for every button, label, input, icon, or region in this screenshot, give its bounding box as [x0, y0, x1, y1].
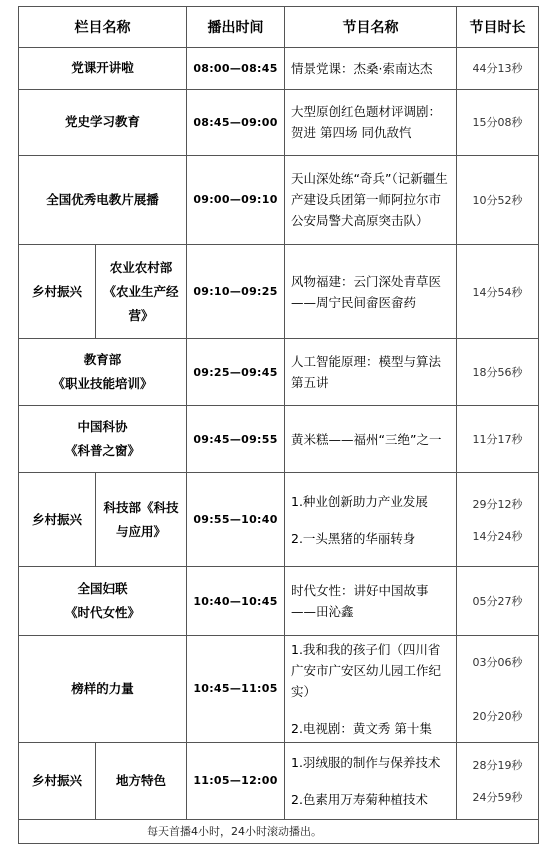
table-row: [19, 155, 539, 245]
column-name: [19, 339, 187, 406]
header-program-name: 节目名称: [285, 7, 457, 48]
program-name: [285, 636, 457, 743]
column-name: 全国优秀电教片展播: [19, 155, 187, 245]
schedule-table: [18, 6, 539, 844]
air-time: 10:45—11:05: [187, 636, 285, 743]
column-name-line2: 《时代女性》: [64, 605, 140, 621]
duration-item-2: 24分59秒: [472, 790, 523, 804]
duration: 15分08秒: [457, 89, 539, 155]
air-time: 08:45—09:00: [187, 89, 285, 155]
duration-item-2: 20分20秒: [472, 709, 523, 723]
footer-row: [19, 819, 539, 843]
table-row: [19, 742, 539, 819]
duration-item-1: 03分06秒: [472, 655, 523, 669]
duration: 18分56秒: [457, 339, 539, 406]
duration: [457, 473, 539, 567]
program-name: [285, 742, 457, 819]
header-duration: 节目时长: [457, 7, 539, 48]
column-name: [19, 406, 187, 473]
column-name-line1: 全国妇联: [77, 581, 128, 597]
duration: 10分52秒: [457, 155, 539, 245]
program-name: 天山深处练“奇兵”（记新疆生产建设兵团第一师阿拉尔市公安局警犬高原突击队）: [285, 155, 457, 245]
column-name: 榜样的力量: [19, 636, 187, 743]
duration-item-1: 29分12秒: [472, 497, 523, 511]
table-row: [19, 89, 539, 155]
table-row: [19, 48, 539, 90]
duration-item-1: 28分19秒: [472, 758, 523, 772]
duration: 44分13秒: [457, 48, 539, 90]
program-name: 情景党课：杰桑·索南达杰: [285, 48, 457, 90]
program-name: 时代女性：讲好中国故事——田沁鑫: [285, 567, 457, 636]
duration: [457, 636, 539, 743]
air-time: 09:25—09:45: [187, 339, 285, 406]
table-row: [19, 567, 539, 636]
column-name-line1: 中国科协: [77, 419, 128, 435]
duration: [457, 742, 539, 819]
air-time: 09:55—10:40: [187, 473, 285, 567]
sub-column-name: 农业农村部《农业生产经营》: [96, 245, 187, 339]
air-time: 11:05—12:00: [187, 742, 285, 819]
table-row: [19, 406, 539, 473]
program-item-2: 2.一头黑猪的华丽转身: [291, 530, 416, 546]
column-name: 党史学习教育: [19, 89, 187, 155]
program-name: 大型原创红色题材评调剧：贺进 第四场 同仇敌忾: [285, 89, 457, 155]
program-item-2: 2.电视剧：黄文秀 第十集: [291, 720, 432, 736]
table-row: [19, 339, 539, 406]
duration: 05分27秒: [457, 567, 539, 636]
header-row: [19, 7, 539, 48]
column-name: 党课开讲啦: [19, 48, 187, 90]
air-time: 09:10—09:25: [187, 245, 285, 339]
program-item-1: 1.我和我的孩子们（四川省广安市广安区幼儿园工作纪实）: [291, 641, 442, 699]
duration: 11分17秒: [457, 406, 539, 473]
air-time: 09:45—09:55: [187, 406, 285, 473]
air-time: 08:00—08:45: [187, 48, 285, 90]
column-name-line1: 教育部: [83, 352, 122, 368]
table-row: [19, 473, 539, 567]
program-name: 黄米糕——福州“三绝”之一: [285, 406, 457, 473]
footer-note: 每天首播4小时，24小时滚动播出。: [19, 819, 539, 843]
sub-column-name: 科技部《科技与应用》: [96, 473, 187, 567]
program-item-1: 1.种业创新助力产业发展: [291, 493, 428, 509]
program-name: [285, 473, 457, 567]
column-name: 乡村振兴: [19, 473, 96, 567]
air-time: 09:00—09:10: [187, 155, 285, 245]
column-name: [19, 567, 187, 636]
table-row: [19, 636, 539, 743]
program-item-1: 1.羽绒服的制作与保养技术: [291, 754, 441, 770]
column-name-line2: 《科普之窗》: [64, 443, 140, 459]
column-name: 乡村振兴: [19, 245, 96, 339]
program-name: 人工智能原理：模型与算法第五讲: [285, 339, 457, 406]
air-time: 10:40—10:45: [187, 567, 285, 636]
sub-column-name: 地方特色: [96, 742, 187, 819]
program-name: 风物福建：云门深处青草医——周宁民间畲医畲药: [285, 245, 457, 339]
duration: 14分54秒: [457, 245, 539, 339]
header-air-time: 播出时间: [187, 7, 285, 48]
program-item-2: 2.色素用万寿菊种植技术: [291, 791, 428, 807]
column-name: 乡村振兴: [19, 742, 96, 819]
table-row: [19, 245, 539, 339]
duration-item-2: 14分24秒: [472, 529, 523, 543]
column-name-line2: 《职业技能培训》: [52, 376, 153, 392]
header-column-name: 栏目名称: [19, 7, 187, 48]
